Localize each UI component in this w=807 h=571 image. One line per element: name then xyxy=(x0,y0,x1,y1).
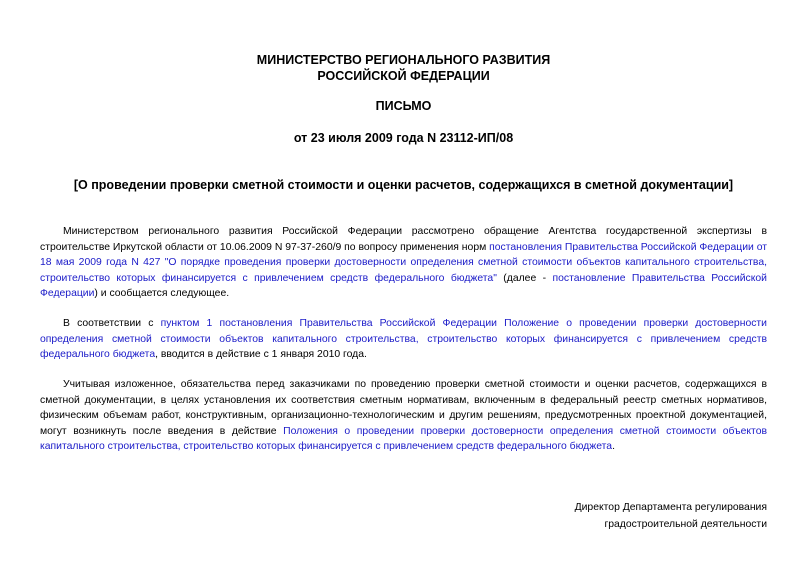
paragraph-1 xyxy=(40,224,767,302)
paragraph-2-text-1: В соответствии с xyxy=(63,318,161,329)
document-type: ПИСЬМО xyxy=(375,99,432,113)
paragraph-2-text-3: , вводится в действие с 1 января 2010 года. xyxy=(155,349,367,361)
paragraph-3 xyxy=(40,377,767,455)
signature-line-2: градостроительной деятельности xyxy=(604,519,767,530)
signature-block xyxy=(575,499,767,533)
link-regulation[interactable]: Положение о проведении проверки достоверности определения сметной стоимости объектов капитального строительства, строительство которых финансируется с привлечением средств федерального бюджета xyxy=(40,318,767,361)
link-point-1-resolution[interactable]: пунктом 1 постановления Правительства Российской Федерации xyxy=(160,318,497,329)
paragraph-1-text-3: ) и сообщается следующее. xyxy=(94,288,230,300)
link-government-resolution[interactable]: постановление Правительства Российской Федерации xyxy=(40,272,767,300)
paragraph-3-text-2: . xyxy=(612,441,615,453)
paragraph-1-text-2: (далее - xyxy=(496,272,553,284)
link-resolution-427[interactable]: постановления Правительства Российской Федерации от 18 мая 2009 года N 427 "О порядке проведения проверки достоверности определения сметной стоимости объектов капитального строительства, строительство которых финансируется с привлечением средств федерального бюджета" xyxy=(40,241,768,284)
link-regulation-provisions[interactable]: Положения о проведении проверки достоверности определения сметной стоимости объектов капитального строительства, строительство которых финансируется с привлечением средств федерального бюджета xyxy=(40,425,767,453)
paragraph-2 xyxy=(40,316,767,363)
document-date-number: от 23 июля 2009 года N 23112-ИП/08 xyxy=(293,131,514,145)
paragraph-1-text-1: Министерством регионального развития Российской Федерации рассмотрено обращение Агентства государственной экспертизы в строительстве Иркутской области от 10.06.2009 N 97-37-260/9 по вопросу применения норм xyxy=(40,226,767,253)
signature-line-1: Директор Департамента регулирования xyxy=(574,502,767,513)
document-title: [О проведении проверки сметной стоимости и оценки расчетов, содержащихся в сметной документации] xyxy=(73,178,734,192)
ministry-heading xyxy=(0,52,807,84)
ministry-line-1: МИНИСТЕРСТВО РЕГИОНАЛЬНОГО РАЗВИТИЯ xyxy=(256,53,551,67)
ministry-line-2: РОССИЙСКОЙ ФЕДЕРАЦИИ xyxy=(317,69,490,83)
paragraph-3-text-1: Учитывая изложенное, обязательства перед заказчиками по проведению проверки сметной стоимости и оценки расчетов, содержащихся в сметной документации, в целях установления их соответствия сметным нормативам, включенным в федеральный реестр сметных нормативов, физическим объемам работ, конструктивным, организационно-технологическим и другим решениям, предусмотренных проектной документацией, могут возникнуть после введения в действие xyxy=(40,379,767,437)
